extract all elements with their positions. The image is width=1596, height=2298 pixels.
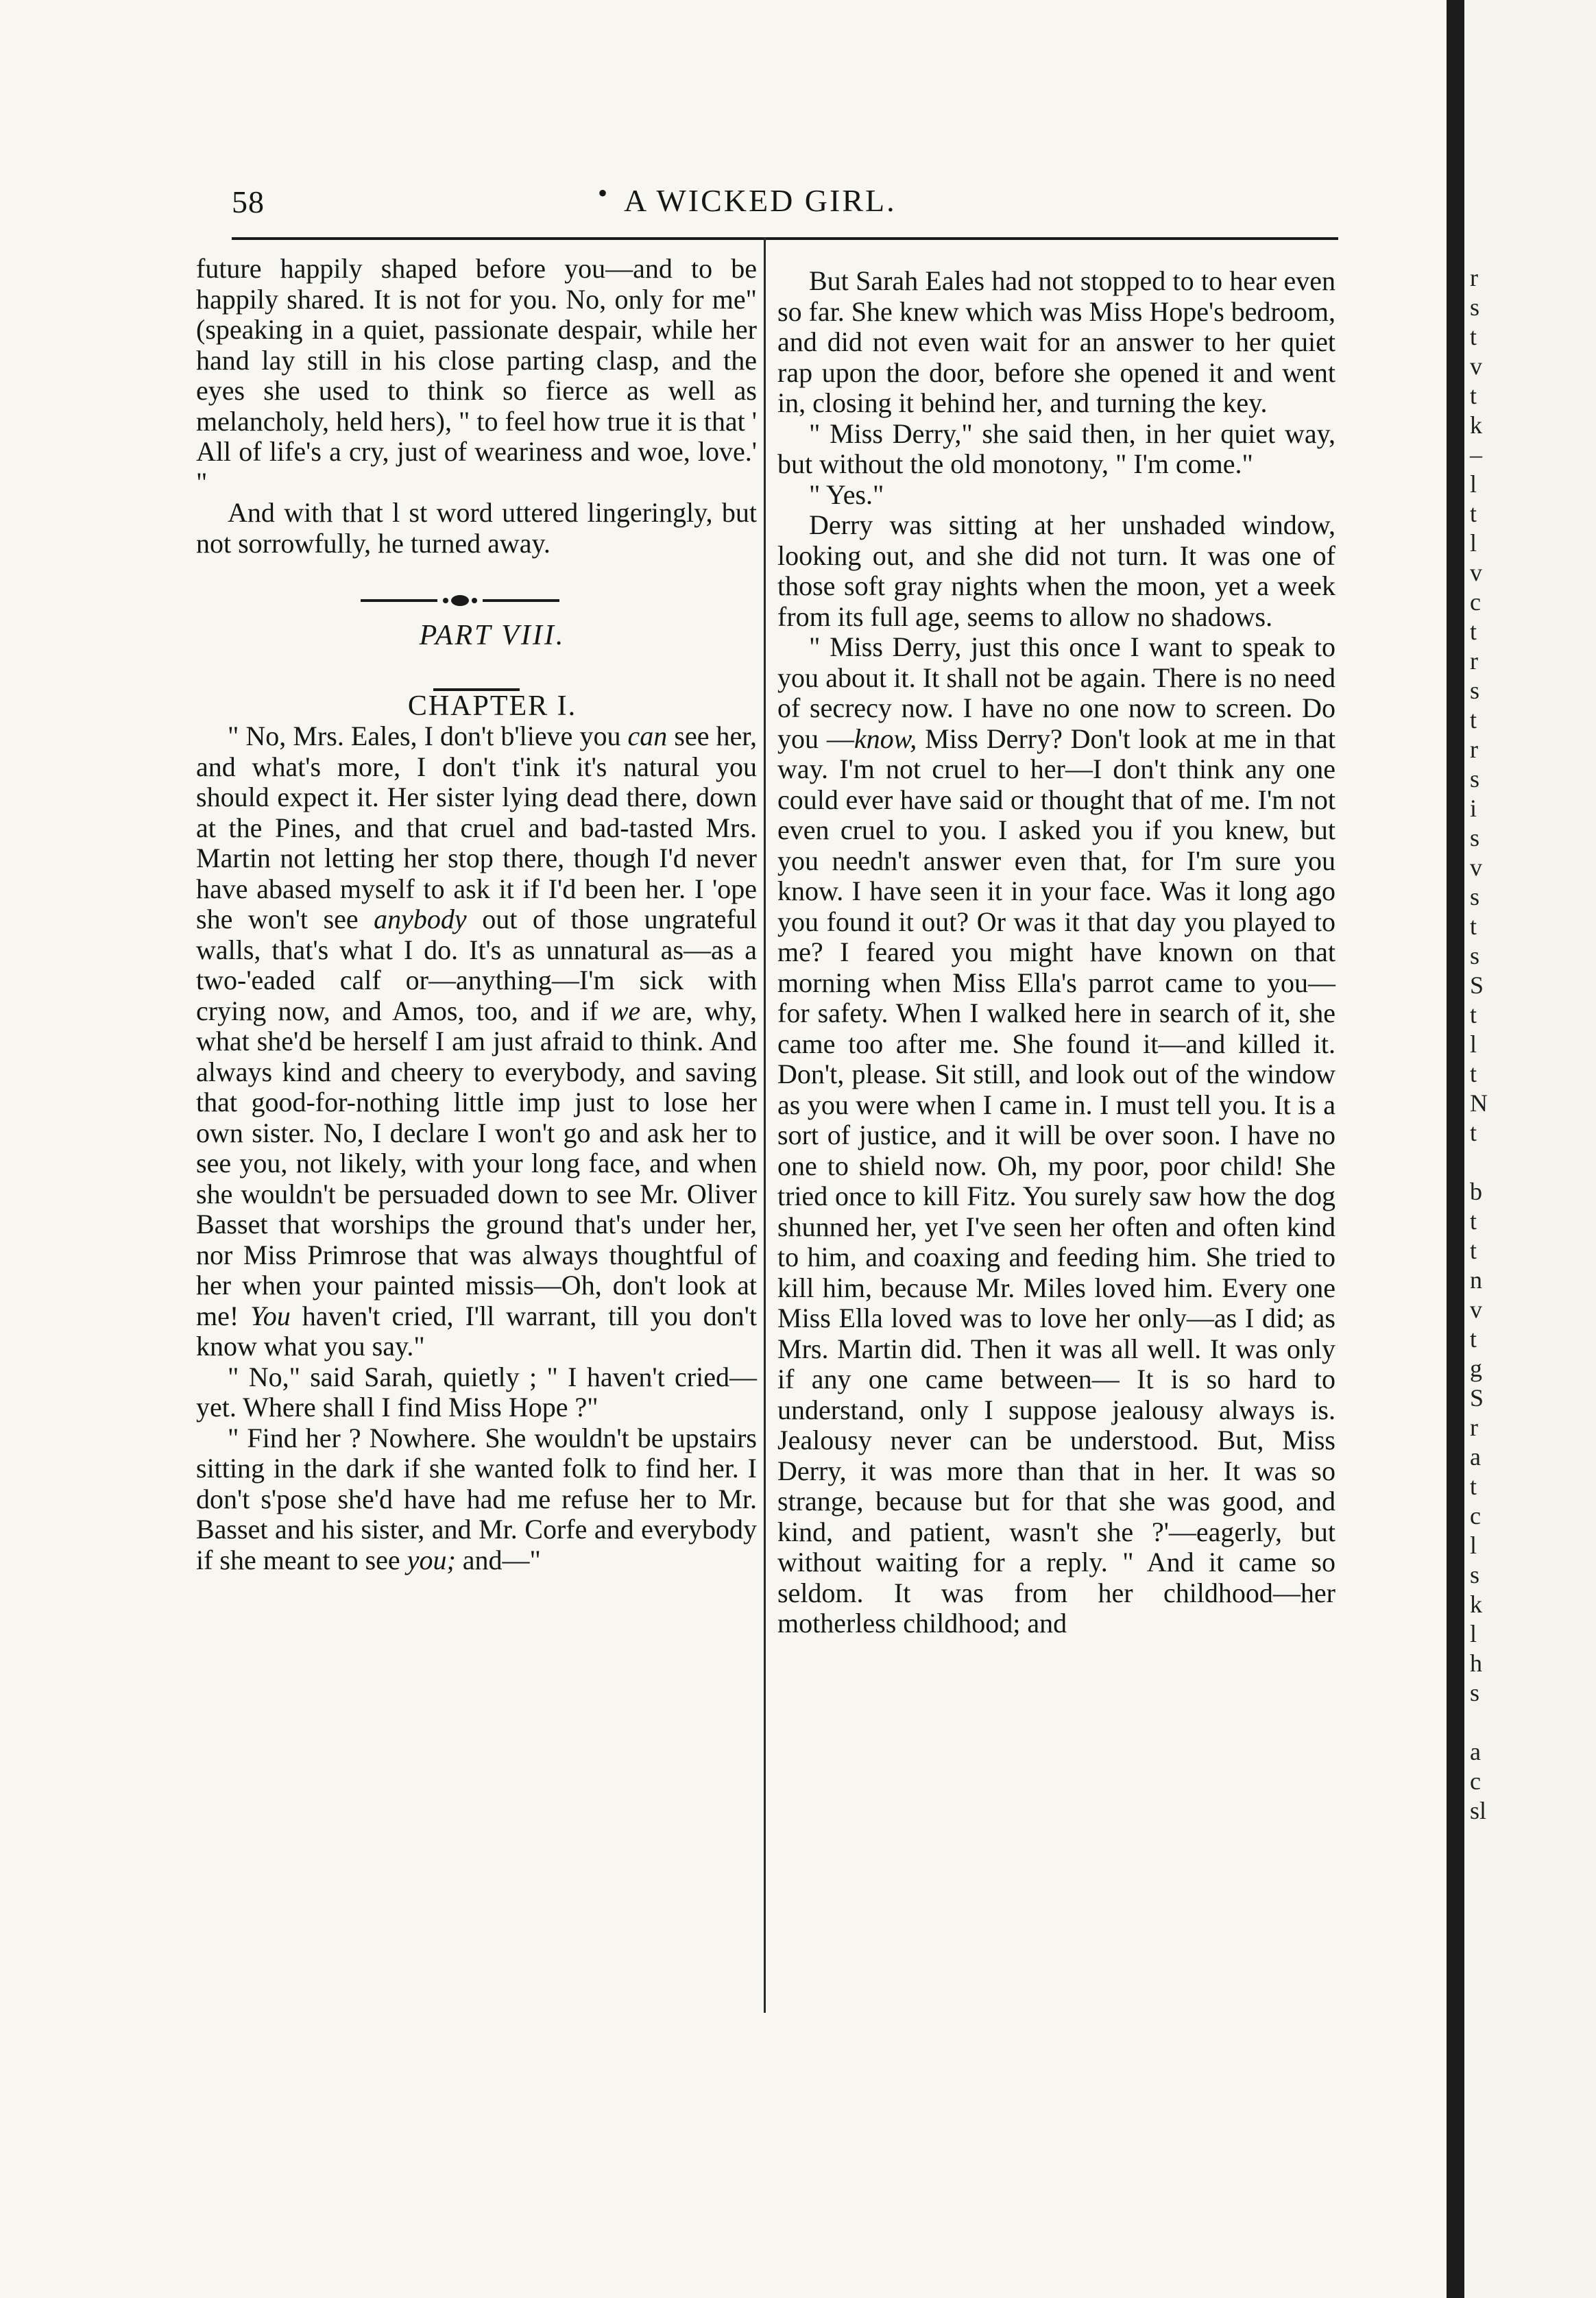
edge-fragment: g [1470, 1355, 1482, 1382]
edge-fragment: k [1470, 411, 1482, 439]
edge-fragment: s [1470, 824, 1480, 851]
next-page-edge [1464, 0, 1596, 2298]
paragraph [196, 1423, 757, 1576]
chapter-title: CHAPTER I. [407, 690, 577, 722]
paragraph: But Sarah Eales had not stopped to to hear even so far. She knew which was Miss Hope's bedroom, and did not even wait for an answer to her quiet rap upon the door, before she opened it and went in, closing it behind her, and turning the key. [777, 265, 1335, 418]
text-run: Miss Derry? Don't look at me in that way. I'm not cruel to her—I don't think any one could ever have said or thought that of me. I'm not even cruel to you. I asked you if you knew, but you needn't answer even that, for I'm sure you know. I have seen it in your face. Was it long ago you found it out? Or was it that day you played to me? I feared you might have known on that morning when Miss Ella's parrot came to you—for safety. When I walked here in search of it, she came too after me. She found it—and killed it. Don't, please. Sit still, and look out of the window as you were when I came in. I must tell you. It is a sort of justice, and it will be over soon. I have no one to shield now. Oh, my poor, poor child! She tried once to kill Fitz. You surely saw how the dog shunned her, yet I've seen her often and often kind to him, and coaxing and feeding him. She tried to kill him, because Mr. Miles loved him. Every one Miss Ella loved was to love her only—as I did; as Mrs. Martin did. Then it was all well. It was only if any one came between— It is so hard to understand, only I suppose jealousy always is. Jealousy never can be understood. But, Miss Derry, it was more than that in her. It was so strange, because but for that she was good, and kind, and patient, wasn't she ?'—eagerly, but without waiting for a reply. " And it came so seldom. It was from her childhood—her motherless childhood; and [777, 723, 1336, 1638]
text-run: are, why, what she'd be herself I am just afraid to think. And always kind and cheery to everybody, and saving that good-for-nothing little imp just to lose her own sister. No, I declare I won't go and ask her to see you, not likely, with your long face, and when she wouldn't be persuaded down to see Mr. Oliver Basset that worships the ground that's under her, nor Miss Primrose that was always thoughtful of her when your painted missis—Oh, don't look at me! [196, 995, 757, 1331]
edge-fragment: l [1470, 470, 1477, 498]
paragraph: " Yes." [809, 479, 884, 510]
edge-fragment: v [1470, 559, 1482, 586]
edge-fragment: t [1470, 382, 1477, 409]
ornamental-divider [196, 579, 757, 620]
text-run: haven't cried, I'll warrant, till you don't know what you say." [196, 1300, 758, 1362]
italic-run: we [609, 995, 641, 1026]
paragraph: " Miss Derry," she said then, in her quiet way, but without the old monotony, " I'm come." [777, 418, 1335, 479]
edge-fragment: i [1470, 795, 1477, 822]
edge-fragment: t [1470, 323, 1477, 350]
edge-fragment: r [1470, 647, 1478, 675]
edge-fragment: b [1470, 1178, 1482, 1205]
ornament-icon [361, 590, 559, 611]
edge-fragment: t [1470, 1060, 1477, 1087]
paragraph: " No," said Sarah, quietly ; " I haven't cried—yet. Where shall I find Miss Hope ?" [196, 1361, 757, 1423]
italic-run: You [250, 1300, 291, 1331]
edge-fragment: t [1470, 1473, 1477, 1500]
edge-fragment: t [1470, 706, 1477, 734]
edge-fragment: s [1470, 293, 1480, 321]
edge-fragment: t [1470, 500, 1477, 527]
header-rule [232, 237, 1338, 240]
edge-fragment: t [1470, 1207, 1477, 1235]
edge-fragment: t [1470, 912, 1477, 940]
italic-run: can [627, 721, 668, 751]
edge-fragment: c [1470, 588, 1481, 616]
edge-fragment: l [1470, 529, 1477, 557]
edge-fragment: a [1470, 1443, 1481, 1471]
edge-fragment: S [1470, 971, 1484, 999]
edge-fragment: v [1470, 854, 1482, 881]
edge-fragment: n [1470, 1266, 1482, 1294]
edge-fragment: v [1470, 1296, 1482, 1323]
edge-fragment: s [1470, 765, 1480, 793]
edge-fragment: – [1470, 441, 1482, 468]
text-run: " No, Mrs. Eales, I don't b'lieve you [228, 721, 628, 751]
paragraph: And with that l st word uttered lingeringly, but not sorrowfully, he turned away. [196, 497, 757, 559]
edge-fragment: S [1470, 1384, 1484, 1412]
running-title: A WICKED GIRL. [624, 183, 897, 218]
edge-fragment: s [1470, 1679, 1480, 1706]
edge-fragment: N [1470, 1089, 1488, 1117]
edge-fragment: t [1470, 1237, 1477, 1264]
edge-fragment: h [1470, 1649, 1482, 1677]
edge-fragment: s [1470, 677, 1480, 704]
edge-fragment: t [1470, 1325, 1477, 1353]
italic-run: you; [407, 1544, 456, 1575]
right-column [777, 266, 1335, 1639]
paragraph [777, 632, 1335, 1639]
edge-fragment: l [1470, 1532, 1477, 1559]
paragraph: Derry was sitting at her unshaded window, looking out, and she did not turn. It was one of those soft gray nights when the moon, yet a week from its full age, seems to allow no shadows. [777, 509, 1335, 632]
page-binding [1447, 0, 1464, 2298]
edge-fragment: r [1470, 1414, 1478, 1441]
edge-fragment: k [1470, 1591, 1482, 1618]
text-run: " Find her ? Nowhere. She wouldn't be upstairs sitting in the dark if she wanted folk to find her. I don't s'pose she'd have had me refuse her to Mr. Basset and his sister, and Mr. Corfe and everybody if she meant to see [196, 1422, 757, 1575]
text-run: " Miss Derry, just this once I want to speak to you about it. It shall not be again. There is no need of secrecy now. I have no one now to screen. Do you — [777, 631, 1335, 754]
italic-run: know, [854, 723, 917, 754]
edge-fragment: t [1470, 618, 1477, 645]
part-title: PART VIII. [419, 620, 566, 651]
edge-fragment: s [1470, 942, 1480, 969]
edge-fragment: r [1470, 736, 1478, 763]
italic-run: anybody [374, 904, 467, 934]
edge-fragment: l [1470, 1030, 1477, 1058]
left-column [196, 254, 757, 1575]
edge-fragment: c [1470, 1767, 1481, 1795]
edge-fragment: s [1470, 1561, 1480, 1588]
bullet-mark: • [598, 178, 608, 208]
edge-fragment: s [1470, 883, 1480, 910]
text-run: and—" [455, 1544, 541, 1575]
edge-fragment: c [1470, 1502, 1481, 1529]
column-divider [764, 237, 766, 2013]
text-run: see her, and what's more, I don't t'ink it's natural you should expect it. Her sister lying dead there, down at the Pines, and that cruel and bad-tasted Mrs. Martin not letting her stop there, though I'd never have abased myself to ask it if I'd been her. I 'ope she won't see [196, 721, 758, 934]
paragraph: future happily shaped before you—and to be happily shared. It is not for you. No, only for me" (speaking in a quiet, passionate despair, while her hand lay still in his close parting clasp, and the eyes she used to think so fierce as well as melancholy, held hers), " to feel how true it is that ' All of life's a cry, just of weariness and woe, love.' " [196, 253, 757, 498]
edge-fragment: t [1470, 1119, 1477, 1146]
page-number: 58 [232, 184, 265, 219]
text-run: out of those ungrateful walls, that's what I do. It's as unnatural as—as a two-'eaded calf or—anything—I'm sick with crying now, and Amos, too, and if [196, 904, 757, 1026]
edge-fragment: sl [1470, 1797, 1487, 1824]
page-header [232, 177, 1335, 225]
edge-fragment: a [1470, 1738, 1481, 1765]
edge-fragment: r [1470, 264, 1478, 291]
paragraph [196, 721, 757, 1362]
edge-fragment: t [1470, 1001, 1477, 1028]
edge-fragment: v [1470, 352, 1482, 380]
edge-fragment: l [1470, 1620, 1477, 1647]
